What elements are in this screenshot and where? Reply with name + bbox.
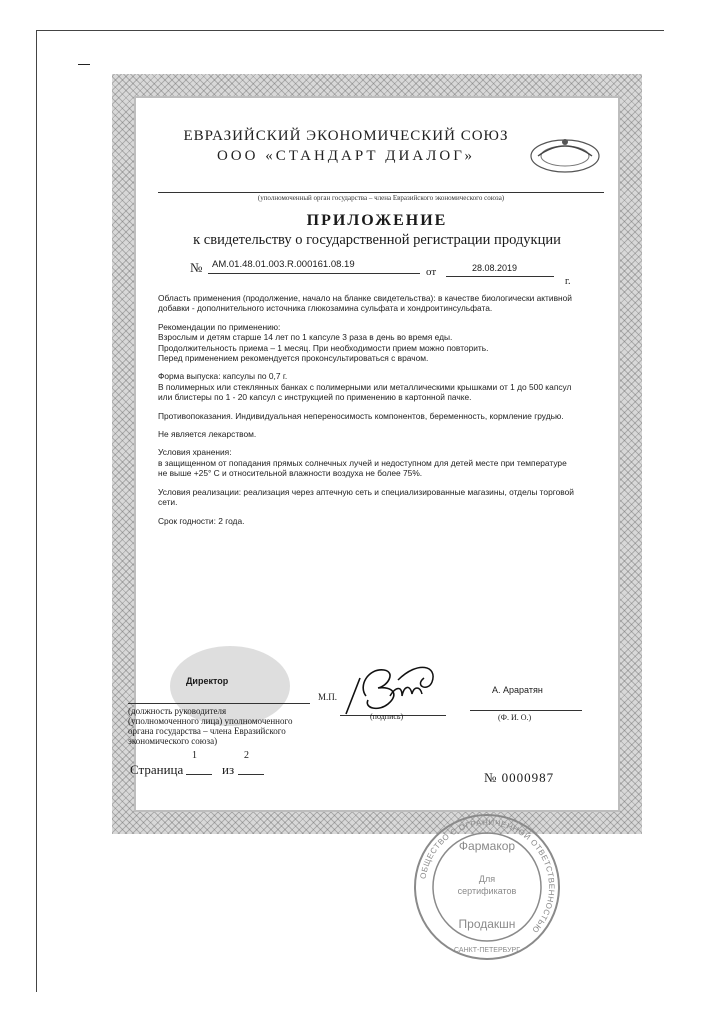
- name-line: [470, 710, 582, 711]
- recommendations-paragraph: Рекомендации по применению: Взрослым и детям старше 14 лет по 1 капсуле 3 раза в день во время еды. Продолжительность приема – 1 месяц. При необходимости прием можно повторить. Перед применением рекомендуется проконсультироваться с врачом.: [158, 321, 489, 364]
- stamp-center-line2: сертификатов: [457, 886, 517, 896]
- document-header: [136, 128, 556, 165]
- stamp-brand-bottom: Продакшн: [458, 917, 516, 931]
- page-total-line: [238, 774, 264, 775]
- handwritten-signature-icon: [338, 656, 448, 718]
- scope-paragraph: Область применения (продолжение, начало на бланке свидетельства): в качестве биологически активной добавки - дополнительного источника глюкозамина сульфата и хондроитинсульфата.: [158, 293, 572, 314]
- page-label: Страница: [130, 762, 184, 777]
- union-name: ЕВРАЗИЙСКИЙ ЭКОНОМИЧЕСКИЙ СОЮЗ: [183, 128, 509, 144]
- document-subtitle: к свидетельству о государственной регистрации продукции: [193, 232, 561, 248]
- page-current: 1: [192, 750, 197, 761]
- stamp-brand-top: Фармакор: [458, 839, 516, 853]
- sale-paragraph: Условия реализации: реализация через аптечную сеть и специализированные магазины, отделы торговой сети.: [158, 486, 574, 508]
- page-current-line: [186, 774, 212, 775]
- page-of-label: из: [222, 762, 235, 777]
- shelf-life-paragraph: Срок годности: 2 года.: [158, 515, 245, 526]
- signature-caption: (подпись): [370, 712, 404, 721]
- seal-place-label: М.П.: [318, 692, 338, 702]
- registration-number: AM.01.48.01.003.R.000161.08.19: [212, 259, 355, 270]
- name-caption: (Ф. И. О.): [498, 713, 532, 722]
- authority-underline: [158, 192, 604, 193]
- authority-note: (уполномоченный орган государства – члена Евразийского экономического союза): [257, 194, 505, 202]
- date-prefix: от: [426, 266, 437, 278]
- document-title: ПРИЛОЖЕНИЕ: [306, 212, 448, 229]
- date-suffix: г.: [565, 276, 571, 287]
- storage-paragraph: Условия хранения: в защищенном от попадания прямых солнечных лучей и недоступном для детей месте при температуре не выше +25° С и относительной влажности воздуха не более 75%.: [158, 447, 567, 479]
- number-sign: №: [190, 260, 203, 275]
- stamp-center-line1: Для: [478, 874, 496, 884]
- release-form-paragraph: Форма выпуска: капсулы по 0,7 г. В полимерных или стеклянных банках с полимерными или металлическими крышками от 1 до 500 капсул или блистеры по 1 - 20 капсул с инструкцией по применению в картонной пачке.: [158, 371, 572, 403]
- signatory-name: А. Араратян: [492, 685, 543, 695]
- registration-date: 28.08.2019: [472, 263, 518, 273]
- position-line: [128, 703, 310, 704]
- company-stamp: [412, 812, 562, 962]
- organization-name: ООО «СТАНДАРТ ДИАЛОГ»: [216, 148, 476, 164]
- position-caption: (должность руководителя (уполномоченного лица) уполномоченного органа государства – члена Евразийского экономического союза): [128, 706, 293, 746]
- stamp-ring-text: ОБЩЕСТВО С ОГРАНИЧЕННОЙ ОТВЕТСТВЕННОСТЬЮ: [418, 817, 557, 935]
- date-underline: [446, 276, 554, 277]
- document-body: [158, 293, 578, 534]
- certificate-number: № 0000987: [484, 770, 555, 785]
- stamp-city: САНКТ-ПЕТЕРБУРГ: [454, 947, 520, 954]
- page-total: 2: [244, 750, 249, 761]
- signatory-role: Директор: [186, 676, 229, 686]
- number-underline: [208, 273, 420, 274]
- margin-mark: [78, 64, 90, 65]
- not-drug-paragraph: Не является лекарством.: [158, 429, 257, 440]
- contraindications-paragraph: Противопоказания. Индивидуальная непереносимость компонентов, беременность, кормление грудью.: [158, 410, 564, 421]
